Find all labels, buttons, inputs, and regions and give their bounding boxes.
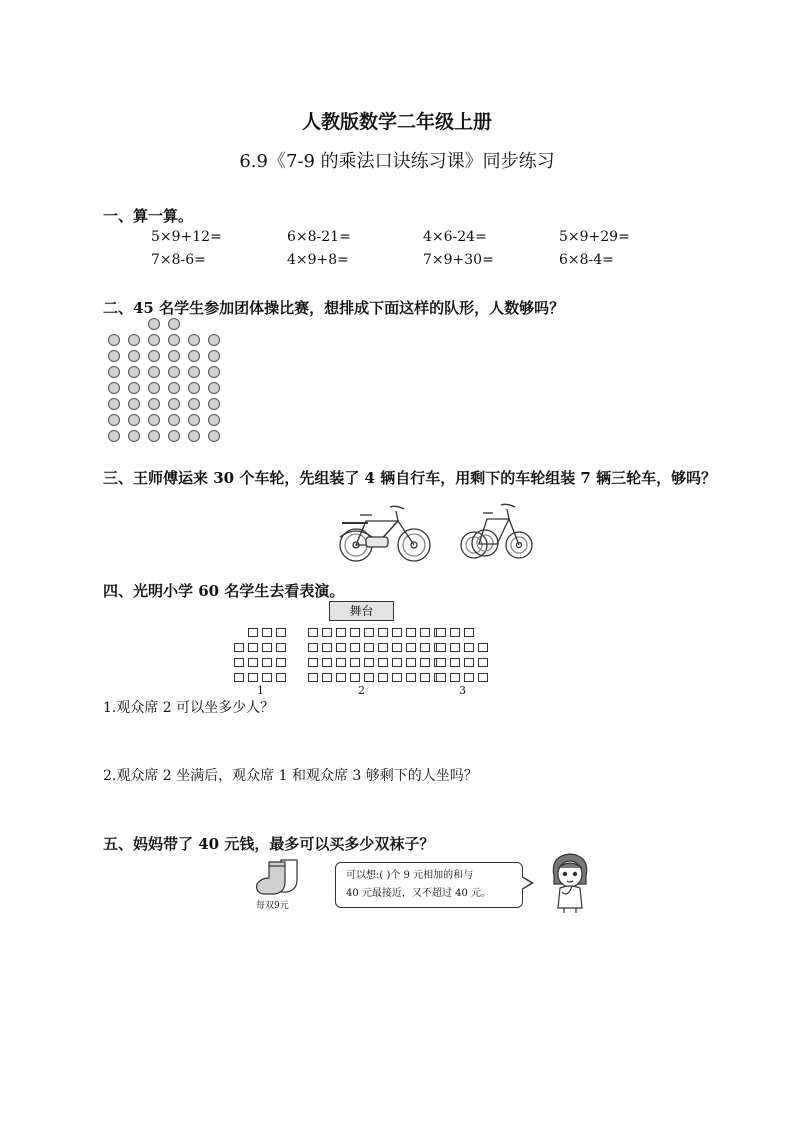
seat bbox=[248, 643, 258, 652]
student-dot bbox=[108, 334, 120, 346]
student-dot bbox=[168, 334, 180, 346]
student-dot bbox=[148, 366, 160, 378]
seat bbox=[420, 658, 430, 667]
student-dot bbox=[168, 350, 180, 362]
seat bbox=[464, 643, 474, 652]
seat bbox=[336, 628, 346, 637]
student-dot bbox=[128, 382, 140, 394]
seat bbox=[464, 673, 474, 682]
student-dot bbox=[108, 366, 120, 378]
seat bbox=[308, 673, 318, 682]
seat bbox=[378, 643, 388, 652]
seat bbox=[248, 628, 258, 637]
student-dot bbox=[128, 334, 140, 346]
student-dot bbox=[168, 414, 180, 426]
student-dot bbox=[148, 414, 160, 426]
seat bbox=[392, 643, 402, 652]
seat bbox=[248, 658, 258, 667]
seat-section-label: 1 bbox=[257, 684, 264, 697]
expression: 5×9+12= bbox=[151, 229, 222, 245]
seat bbox=[262, 673, 272, 682]
student-dot bbox=[148, 430, 160, 442]
student-dot bbox=[188, 398, 200, 410]
expression: 4×9+8= bbox=[287, 252, 349, 268]
student-dot bbox=[108, 398, 120, 410]
student-dot bbox=[208, 414, 220, 426]
student-dot bbox=[128, 414, 140, 426]
seat bbox=[392, 673, 402, 682]
seat bbox=[276, 628, 286, 637]
question-2: 2.观众席 2 坐满后，观众席 1 和观众席 3 够剩下的人坐吗？ bbox=[103, 768, 478, 784]
seat bbox=[364, 628, 374, 637]
student-dot bbox=[208, 398, 220, 410]
seat bbox=[478, 658, 488, 667]
seat bbox=[464, 658, 474, 667]
seat bbox=[450, 643, 460, 652]
seat bbox=[262, 658, 272, 667]
student-dot bbox=[108, 350, 120, 362]
seat bbox=[420, 673, 430, 682]
seat bbox=[436, 643, 446, 652]
question-1: 1.观众席 2 可以坐多少人？ bbox=[103, 700, 275, 716]
expression: 6×8-21= bbox=[287, 229, 351, 245]
student-dot bbox=[128, 398, 140, 410]
girl-icon bbox=[548, 850, 592, 914]
seat bbox=[436, 658, 446, 667]
student-dot bbox=[188, 414, 200, 426]
student-dot bbox=[168, 318, 180, 330]
seat bbox=[392, 628, 402, 637]
seat bbox=[322, 643, 332, 652]
expression: 7×9+30= bbox=[423, 252, 494, 268]
seat bbox=[392, 658, 402, 667]
seat bbox=[248, 673, 258, 682]
student-dot bbox=[188, 430, 200, 442]
seat bbox=[308, 628, 318, 637]
seat bbox=[364, 658, 374, 667]
seat bbox=[478, 673, 488, 682]
seat bbox=[308, 658, 318, 667]
seat bbox=[350, 628, 360, 637]
student-dot bbox=[168, 430, 180, 442]
seat bbox=[406, 673, 416, 682]
bicycle-icon bbox=[336, 497, 436, 565]
seat bbox=[262, 643, 272, 652]
expression: 7×8-6= bbox=[151, 252, 206, 268]
student-dot bbox=[188, 382, 200, 394]
student-dot bbox=[148, 334, 160, 346]
seat bbox=[336, 673, 346, 682]
seat bbox=[378, 673, 388, 682]
seat bbox=[262, 628, 272, 637]
section1-heading: 一、算一算。 bbox=[103, 207, 194, 225]
hint-line-1: 可以想:( )个 9 元相加的和与 bbox=[346, 870, 474, 881]
seat bbox=[276, 643, 286, 652]
section3-heading: 三、王师傅运来 30 个车轮，先组装了 4 辆自行车，用剩下的车轮组装 7 辆三轮车，够吗？ bbox=[103, 469, 717, 487]
hint-line-2: 40 元最接近，又不超过 40 元。 bbox=[346, 888, 491, 899]
student-dot bbox=[168, 382, 180, 394]
stage-label: 舞台 bbox=[329, 601, 394, 621]
seat bbox=[322, 658, 332, 667]
seat-section-label: 2 bbox=[358, 684, 365, 697]
seat bbox=[322, 673, 332, 682]
student-dot bbox=[208, 350, 220, 362]
student-dot bbox=[188, 334, 200, 346]
student-dot bbox=[148, 398, 160, 410]
sock-price-label: 每双9元 bbox=[256, 901, 289, 911]
student-dot bbox=[208, 334, 220, 346]
student-dot bbox=[188, 350, 200, 362]
seating-chart bbox=[230, 628, 500, 688]
section5-heading: 五、妈妈带了 40 元钱，最多可以买多少双袜子？ bbox=[103, 835, 435, 853]
seat bbox=[378, 628, 388, 637]
socks-icon bbox=[251, 858, 307, 900]
seat bbox=[436, 628, 446, 637]
seat bbox=[450, 673, 460, 682]
seat-section-label: 3 bbox=[459, 684, 466, 697]
expression: 5×9+29= bbox=[559, 229, 630, 245]
seat bbox=[336, 658, 346, 667]
student-dot bbox=[148, 382, 160, 394]
seat bbox=[234, 673, 244, 682]
tricycle-icon bbox=[459, 497, 535, 565]
seat bbox=[234, 643, 244, 652]
seat bbox=[406, 658, 416, 667]
seat bbox=[276, 658, 286, 667]
seat bbox=[406, 628, 416, 637]
seat bbox=[350, 643, 360, 652]
student-dot bbox=[148, 350, 160, 362]
seat bbox=[364, 673, 374, 682]
seat bbox=[406, 643, 416, 652]
section2-heading: 二、45 名学生参加团体操比赛，想排成下面这样的队形，人数够吗？ bbox=[103, 299, 565, 317]
seat bbox=[322, 628, 332, 637]
student-dot bbox=[208, 382, 220, 394]
student-dot bbox=[108, 382, 120, 394]
seat bbox=[464, 628, 474, 637]
seat bbox=[378, 658, 388, 667]
hint-bubble bbox=[335, 862, 523, 908]
student-dot bbox=[188, 366, 200, 378]
student-dot bbox=[208, 366, 220, 378]
student-dot bbox=[128, 350, 140, 362]
student-dot bbox=[108, 430, 120, 442]
page-subtitle: 6.9《7-9 的乘法口诀练习课》同步练习 bbox=[239, 151, 555, 172]
seat bbox=[478, 643, 488, 652]
student-dot bbox=[208, 430, 220, 442]
seat bbox=[436, 673, 446, 682]
expression: 6×8-4= bbox=[559, 252, 614, 268]
seat bbox=[450, 628, 460, 637]
seat bbox=[336, 643, 346, 652]
seat bbox=[308, 643, 318, 652]
section4-heading: 四、光明小学 60 名学生去看表演。 bbox=[103, 582, 345, 600]
student-dot bbox=[108, 414, 120, 426]
seat bbox=[234, 658, 244, 667]
student-dot bbox=[168, 366, 180, 378]
seat bbox=[364, 643, 374, 652]
student-dot bbox=[148, 318, 160, 330]
seat bbox=[450, 658, 460, 667]
page-title: 人教版数学二年级上册 bbox=[301, 111, 492, 133]
student-dot bbox=[168, 398, 180, 410]
student-dot bbox=[128, 430, 140, 442]
seat bbox=[350, 673, 360, 682]
student-dot bbox=[128, 366, 140, 378]
student-formation bbox=[108, 318, 228, 440]
seat bbox=[420, 643, 430, 652]
expression: 4×6-24= bbox=[423, 229, 487, 245]
seat bbox=[276, 673, 286, 682]
seat bbox=[420, 628, 430, 637]
seat bbox=[350, 658, 360, 667]
